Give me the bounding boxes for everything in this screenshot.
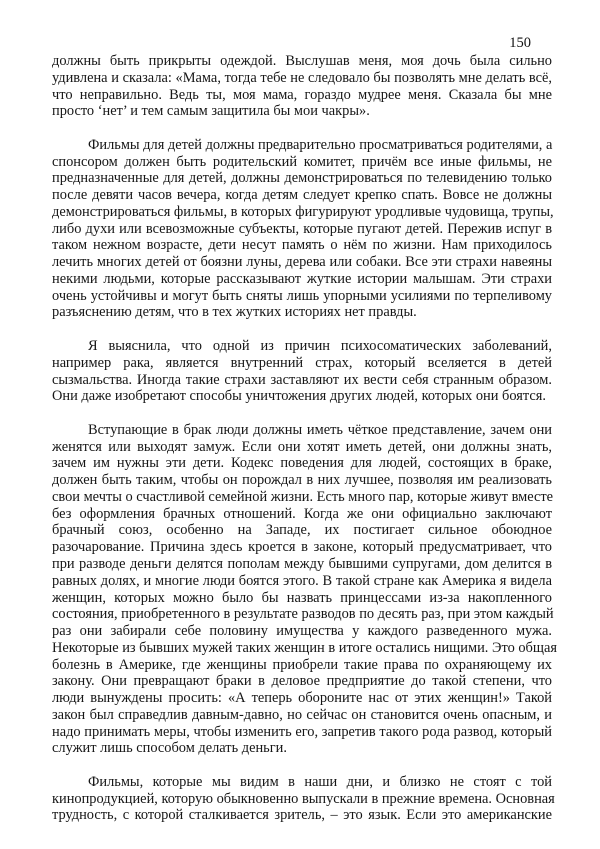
text-line: кинопродукцией, которую обыкновенно выпускали в прежние времена. Основная bbox=[52, 790, 555, 807]
text-line: Я выяснила, что одной из причин психосоматических заболеваний, bbox=[88, 338, 552, 355]
text-line: должны быть прикрыты одеждой. Выслушав меня, моя дочь была сильно bbox=[52, 53, 552, 69]
text-line: трудность, с которой сталкивается зритель, – это язык. Если это американские bbox=[52, 807, 552, 824]
paragraph bbox=[52, 137, 552, 321]
text-line: разочарование. Причина здесь кроется в законе, который предусматривает, что bbox=[52, 539, 552, 556]
text-line: болезнь в Америке, где женщины приобрели такие права по охраняющему их bbox=[52, 656, 552, 673]
text-line: без оформления брачных отношений. Когда же они официально заключают bbox=[52, 505, 552, 522]
text-line: закон был справедлив давным-давно, но сейчас он становится очень опасным, и bbox=[52, 706, 552, 723]
paragraph bbox=[52, 773, 555, 824]
text-line: Некоторые из бывших мужей таких женщин в итоге остались нищими. Это общая bbox=[52, 639, 557, 656]
document-body bbox=[52, 53, 557, 841]
text-line: удивлена и сказала: «Мама, тогда тебе не следовало бы позволять мне делать всё, bbox=[52, 69, 552, 86]
text-line: таком нежном возрасте, дети несут память о нём по жизни. Нам приходилось bbox=[52, 237, 552, 254]
paragraph bbox=[52, 53, 552, 120]
text-line: люди вынуждены просить: «А теперь обороните нас от этих женщин!» Такой bbox=[52, 690, 552, 707]
text-line: демонстрироваться фильмы, в которых фигурируют уродливые чудовища, трупы, bbox=[52, 203, 554, 220]
text-line: Фильмы для детей должны предварительно просматриваться родителями, а bbox=[88, 136, 553, 153]
text-line: равных долях, и многие люди боятся этого. В такой стране как Америка я видела bbox=[52, 572, 552, 589]
text-line: очень устойчивы и могут быть сняты лишь упорными усилиями по терпеливому bbox=[52, 287, 552, 304]
text-line: Они даже изобретают способы уничтожения других людей, которых они боятся. bbox=[52, 388, 546, 405]
text-line: либо духи или всевозможные субъекты, которые пугают детей. Пережив испуг в bbox=[52, 220, 552, 237]
text-line: служит лишь способом делать деньги. bbox=[52, 740, 287, 757]
text-line: что неправильно. Ведь ты, моя мама, гораздо мудрее меня. Сказала бы мне bbox=[52, 86, 552, 103]
text-line: после девяти часов вечера, когда детям следует крепко спать. Вовсе не должны bbox=[52, 187, 552, 204]
text-line: брачный союз, особенно на Западе, их постигает сильное обоюдное bbox=[52, 522, 552, 539]
text-line: надо принимать меры, чтобы изменить его, запретив такого рода развод, который bbox=[52, 723, 552, 740]
text-line: женщин, которых можно было бы назвать принцессами из-за накопленного bbox=[52, 589, 552, 606]
text-line: женятся или выходят замуж. Если они хотят иметь детей, они должны знать, bbox=[52, 438, 552, 455]
text-line: состояния, приобретенного в результате разводов по десять раз, при этом каждый bbox=[52, 606, 554, 623]
text-line: предназначенные для детей, должны демонстрироваться по телевидению только bbox=[52, 170, 552, 187]
page-number: 150 bbox=[509, 35, 531, 51]
text-line: некими людьми, которые рассказывают жуткие истории малышам. Эти страхи bbox=[52, 270, 552, 287]
paragraph bbox=[52, 338, 552, 405]
text-line: Вступающие в брак люди должны иметь чёткое представление, зачем они bbox=[88, 421, 552, 438]
text-line: должен быть таким, чтобы он порождал в них лучшее, позволяя им реализовать bbox=[52, 472, 552, 489]
text-line: сызмальства. Иногда такие страхи заставляют их вести себя странным образом. bbox=[52, 371, 552, 388]
text-line: зачем им нужны эти дети. Кодекс поведения для людей, состоящих в браке, bbox=[52, 455, 552, 472]
text-line: спонсором должен быть родительский комитет, причём все иные фильмы, не bbox=[52, 153, 552, 170]
text-line: например рака, является внутренний страх, который вселяется в детей bbox=[52, 354, 552, 371]
text-line: разъяснению детям, что в тех жутких историях нет правды. bbox=[52, 304, 417, 321]
text-line: раз они забирали себе половину имущества у каждого разведенного мужа. bbox=[52, 623, 552, 640]
paragraph bbox=[52, 421, 557, 757]
text-line: свои мечты о счастливой семейной жизни. Есть много пар, которые живут вместе bbox=[52, 488, 554, 505]
text-line: Фильмы, которые мы видим в наши дни, и близко не стоят с той bbox=[88, 773, 552, 790]
text-line: лечить многих детей от боязни луны, дерева или собаки. Все эти страхи навеяны bbox=[52, 254, 552, 271]
text-line: просто ‘нет’ и тем самым защитила бы мои чакры». bbox=[52, 103, 370, 120]
text-line: при разводе деньги делятся пополам между бывшими супругами, дом делится в bbox=[52, 555, 552, 572]
text-line: закону. Они превращают браки в деловое предприятие до такой степени, что bbox=[52, 673, 552, 690]
